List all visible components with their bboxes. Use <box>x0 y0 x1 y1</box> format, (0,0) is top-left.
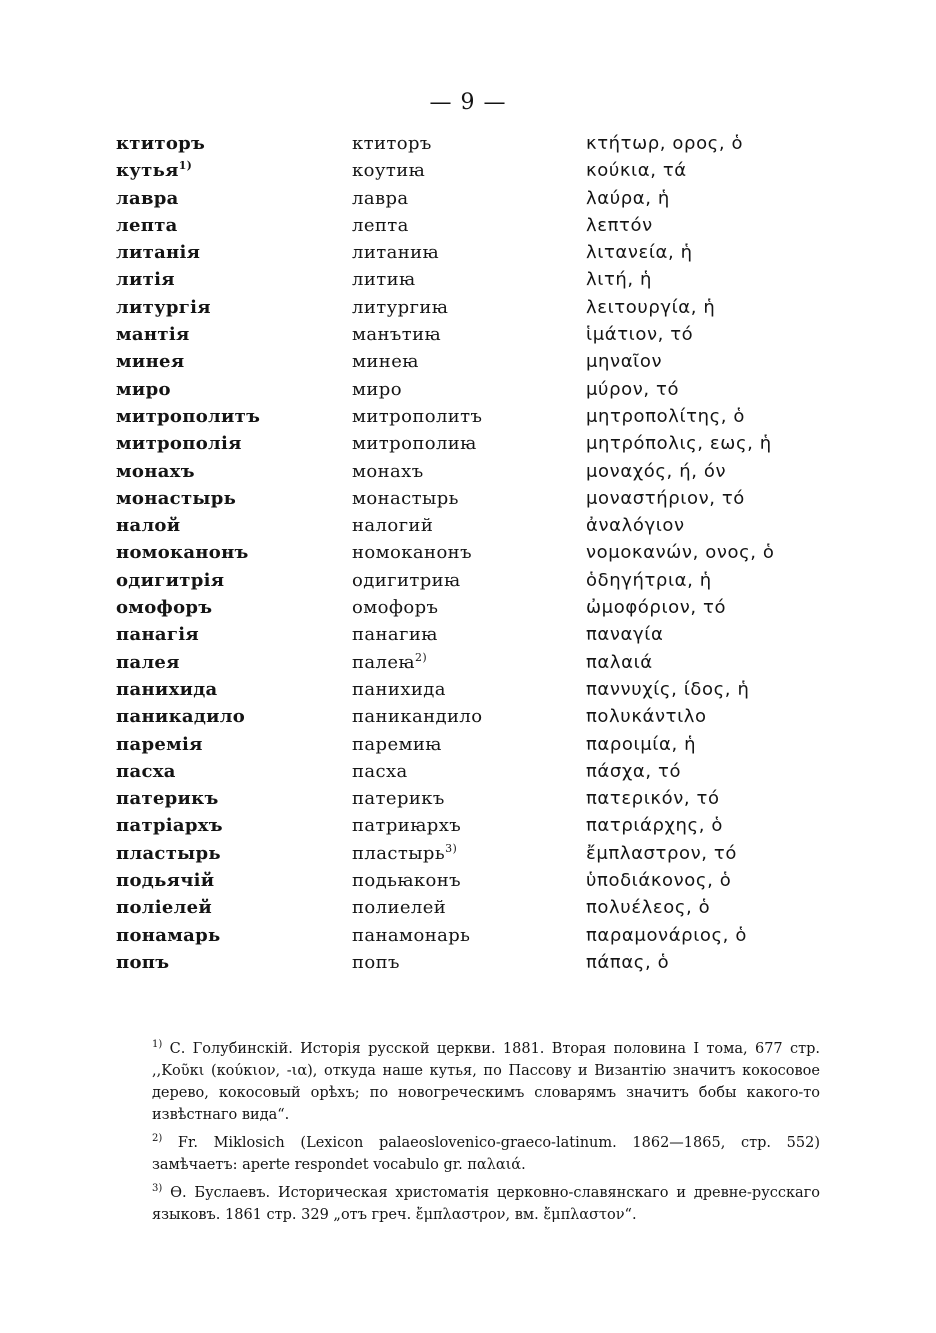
greek-term: παννυχίς, ίδος, ἡ <box>586 678 750 700</box>
greek-term: κτήτωρ, ορος, ὁ <box>586 133 744 154</box>
russian-term: понамарь <box>116 924 221 946</box>
greek-term: παναγία <box>586 624 664 646</box>
church-slavonic-term: патриꙗрхъ <box>352 815 462 837</box>
greek-term: ὠμοφόριον, τό <box>586 597 727 619</box>
greek-term: λιτή, ἡ <box>586 269 653 291</box>
greek-term: μύρον, τό <box>586 378 680 400</box>
table-row <box>116 512 856 539</box>
footnote <box>152 1182 820 1226</box>
table-row <box>116 949 856 976</box>
church-slavonic-term: манътиꙗ <box>352 324 442 346</box>
table-row <box>116 458 856 485</box>
footnote-mark: 3) <box>152 1183 163 1195</box>
page-number: — 9 — <box>429 90 507 115</box>
table-row <box>116 594 856 621</box>
glossary-table <box>116 130 856 976</box>
russian-term: омофоръ <box>116 597 213 619</box>
russian-term: паремія <box>116 733 203 755</box>
russian-term: ктиторъ <box>116 133 206 154</box>
table-row <box>116 430 856 457</box>
russian-term: одигитрія <box>116 569 225 591</box>
greek-term: πατριάρχης, ὁ <box>586 815 723 837</box>
table-row <box>116 567 856 594</box>
table-row <box>116 239 856 266</box>
footnote-reference[interactable]: 1) <box>178 159 193 173</box>
table-row <box>116 812 856 839</box>
greek-term: παροιμία, ἡ <box>586 733 697 755</box>
greek-term: πολυκάντιλο <box>586 706 707 728</box>
russian-term: палея <box>116 651 180 673</box>
table-row <box>116 266 856 293</box>
footnote <box>152 1132 820 1176</box>
church-slavonic-term: литиꙗ <box>352 269 416 291</box>
church-slavonic-term: одигитриꙗ <box>352 569 461 591</box>
table-row <box>116 130 856 157</box>
table-row <box>116 212 856 239</box>
greek-term: μοναστήριον, τό <box>586 487 745 509</box>
russian-term: панихида <box>116 678 218 700</box>
russian-term: патерикъ <box>116 788 219 810</box>
greek-term: πάσχα, τό <box>586 760 682 782</box>
table-row <box>116 922 856 949</box>
table-row <box>116 676 856 703</box>
footnotes <box>152 1038 820 1232</box>
table-row <box>116 703 856 730</box>
greek-term: παραμονάριος, ὁ <box>586 924 747 946</box>
russian-term: панагія <box>116 624 199 646</box>
russian-term: мантія <box>116 324 190 346</box>
church-slavonic-term: митрополитъ <box>352 405 483 427</box>
church-slavonic-term: панагиꙗ <box>352 624 438 646</box>
table-row <box>116 321 856 348</box>
greek-term: μοναχός, ή, όν <box>586 460 727 482</box>
russian-term: митрополія <box>116 433 242 455</box>
greek-term: λαύρα, ἡ <box>586 187 670 209</box>
greek-term: μητρόπολις, εως, ἡ <box>586 433 772 455</box>
church-slavonic-term: номоканонъ <box>352 542 472 564</box>
church-slavonic-term: панихида <box>352 678 446 700</box>
russian-term: попъ <box>116 951 170 973</box>
russian-term: паникадило <box>116 706 246 728</box>
church-slavonic-term: литаниꙗ <box>352 242 440 264</box>
russian-term: пасха <box>116 760 176 782</box>
greek-term: νομοκανών, ονος, ὁ <box>586 542 775 564</box>
church-slavonic-term: пластырь$^{3)}$ <box>352 841 458 864</box>
russian-term: миро <box>116 378 171 400</box>
greek-term: ἀναλόγιον <box>586 515 685 537</box>
church-slavonic-term: панамонарь <box>352 924 471 946</box>
russian-term: литанія <box>116 242 201 264</box>
table-row <box>116 539 856 566</box>
table-row <box>116 731 856 758</box>
table-row <box>116 758 856 785</box>
church-slavonic-term: палеꙗ$^{2)}$ <box>352 650 428 673</box>
greek-term: λεπτόν <box>586 214 653 236</box>
church-slavonic-term: литургиꙗ <box>352 296 449 318</box>
footnote-text: С. Голубинскій. Исторія русской церкви. 1881. Вторая половина I тома, 677 стр. ,,Κοῦκι (κούκιον, -ια), откуда наше кутья, по Пассову и Византію значитъ кокосовое дерево, кокосовый орѣхъ; по новогреческимъ словарямъ значитъ бобы какого-то извѣстнаго вида“. <box>152 1041 820 1123</box>
russian-term: монастырь <box>116 487 237 509</box>
greek-term: μητροπολίτης, ὁ <box>586 405 745 427</box>
church-slavonic-term: миро <box>352 378 402 400</box>
table-row <box>116 403 856 430</box>
table-row <box>116 294 856 321</box>
footnote-reference[interactable]: 2) <box>415 650 428 664</box>
table-row <box>116 157 856 184</box>
russian-term: подьячій <box>116 870 215 892</box>
russian-term: лавра <box>116 187 179 209</box>
table-row <box>116 840 856 867</box>
greek-term: πατερικόν, τό <box>586 788 720 810</box>
church-slavonic-term: митрополиꙗ <box>352 433 477 455</box>
church-slavonic-term: ктиторъ <box>352 133 432 154</box>
russian-term: литургія <box>116 296 211 318</box>
table-row <box>116 185 856 212</box>
russian-term: кутья$^{1)}$ <box>116 159 193 182</box>
church-slavonic-term: монастырь <box>352 487 459 509</box>
greek-term: κούκια, τά <box>586 160 687 182</box>
russian-term: поліелей <box>116 897 213 919</box>
greek-term: πάπας, ὁ <box>586 951 670 973</box>
greek-term: λιτανεία, ἡ <box>586 242 693 264</box>
table-row <box>116 485 856 512</box>
greek-term: λειτουργία, ἡ <box>586 296 716 318</box>
russian-term: пластырь <box>116 842 221 864</box>
church-slavonic-term: подьꙗконъ <box>352 870 462 892</box>
church-slavonic-term: монахъ <box>352 460 424 482</box>
church-slavonic-term: патерикъ <box>352 788 445 810</box>
footnote-text: Ѳ. Буслаевъ. Историческая христоматія церковно-славянскаго и древне-русскаго языковъ. 1861 стр. 329 „отъ греч. ἔμπλαστρον, вм. ἔμπλαστον“. <box>152 1185 821 1223</box>
footnote-text: Fr. Miklosich (Lexicon palaeoslovenico-graeco-latinum. 1862—1865, стр. 552) замѣчаетъ: aperte respondet vocabulo gr. παλαιά. <box>152 1135 820 1173</box>
russian-term: налой <box>116 515 181 537</box>
church-slavonic-term: лавра <box>352 187 409 209</box>
footnote-mark: 2) <box>152 1133 163 1145</box>
russian-term: минея <box>116 351 185 373</box>
table-row <box>116 621 856 648</box>
church-slavonic-term: налогий <box>352 515 434 537</box>
greek-term: ὁδηγήτρια, ἡ <box>586 569 712 591</box>
greek-term: ἔμπλαστρον, τό <box>586 842 737 864</box>
table-row <box>116 348 856 375</box>
table-row <box>116 867 856 894</box>
church-slavonic-term: коутиꙗ <box>352 160 426 182</box>
church-slavonic-term: пасха <box>352 760 408 782</box>
russian-term: патріархъ <box>116 815 223 837</box>
russian-term: монахъ <box>116 460 195 482</box>
greek-term: πολυέλεος, ὁ <box>586 897 711 919</box>
church-slavonic-term: паремиꙗ <box>352 733 442 755</box>
russian-term: литія <box>116 269 175 291</box>
church-slavonic-term: попъ <box>352 951 400 973</box>
greek-term: μηναῖον <box>586 351 663 373</box>
footnote-mark: 1) <box>152 1039 163 1051</box>
church-slavonic-term: паникандило <box>352 706 483 728</box>
greek-term: παλαιά <box>586 651 653 673</box>
russian-term: митрополитъ <box>116 405 261 427</box>
table-row <box>116 376 856 403</box>
table-row <box>116 894 856 921</box>
greek-term: ἱμάτιον, τό <box>586 324 694 346</box>
table-row <box>116 785 856 812</box>
table-row <box>116 649 856 676</box>
church-slavonic-term: полиелей <box>352 897 447 919</box>
footnote-reference[interactable]: 3) <box>445 841 458 855</box>
russian-term: лепта <box>116 214 178 236</box>
russian-term: номоканонъ <box>116 542 249 564</box>
church-slavonic-term: лепта <box>352 214 409 236</box>
greek-term: ὑποδιάκονος, ὁ <box>586 870 732 892</box>
footnote <box>152 1038 820 1126</box>
church-slavonic-term: омофоръ <box>352 597 439 619</box>
church-slavonic-term: минеꙗ <box>352 351 419 373</box>
